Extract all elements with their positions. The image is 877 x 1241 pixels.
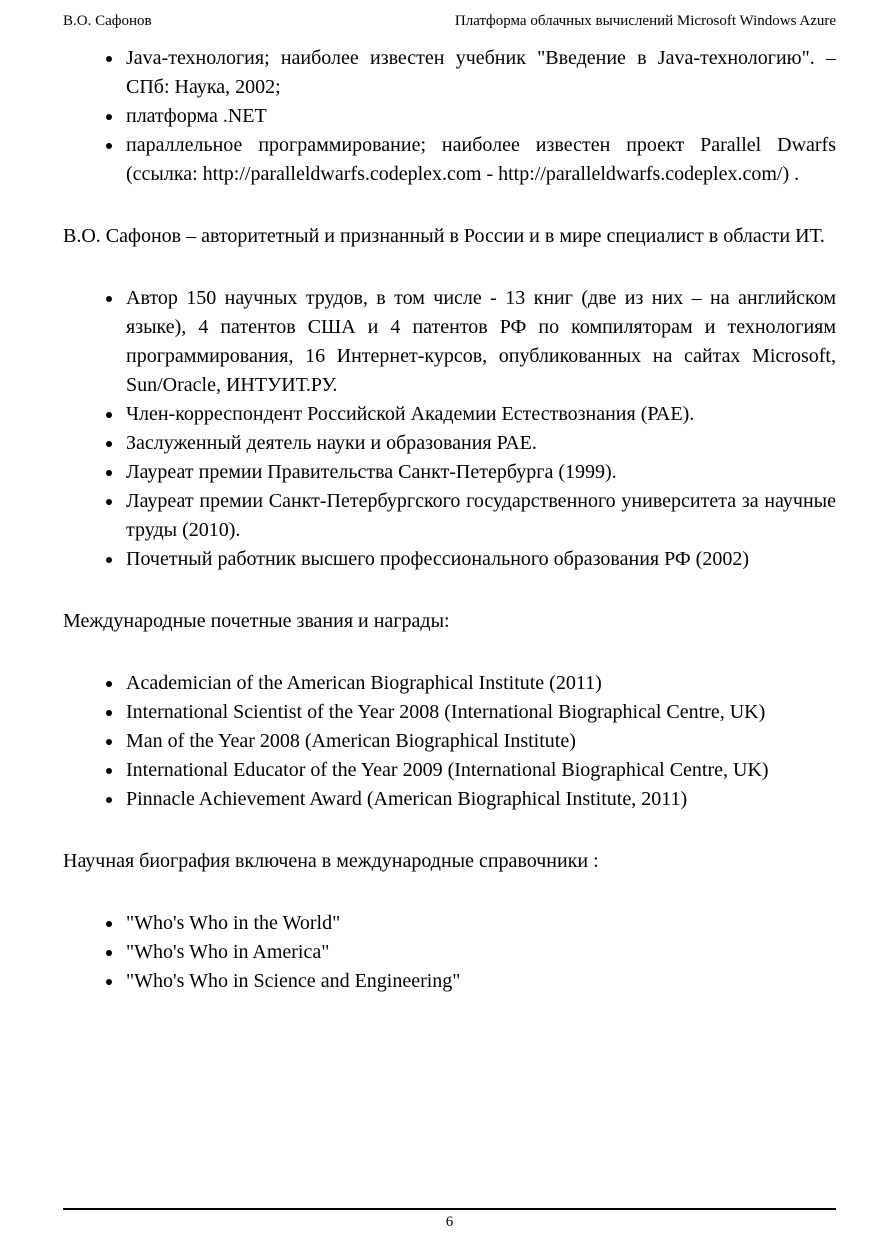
bullet-list-whoswho — [63, 909, 836, 996]
paragraph-whoswho-heading: Научная биография включена в международные справочники : — [63, 850, 599, 872]
list-item: • Java-технология; наиболее известен учебник "Введение в Java-технологию". – СПб: Наука, 2002; — [124, 44, 836, 102]
header-running-title: Платформа облачных вычислений Microsoft Windows Azure — [454, 13, 836, 29]
list-item: • International Educator of the Year 2009 (International Biographical Centre, UK) — [124, 756, 836, 785]
paragraph-awards-heading: Международные почетные звания и награды: — [63, 610, 450, 632]
list-item: • Почетный работник высшего профессионального образования РФ (2002) — [124, 545, 836, 574]
bullet-list-achievements — [63, 284, 836, 574]
list-item: • "Who's Who in Science and Engineering" — [124, 967, 836, 996]
list-item: • International Scientist of the Year 2008 (International Biographical Centre, UK) — [124, 698, 836, 727]
list-item: • платформа .NET — [124, 102, 836, 131]
list-item: • Лауреат премии Санкт-Петербургского государственного университета за научные труды (2010). — [124, 487, 836, 545]
list-item: • Заслуженный деятель науки и образования РАЕ. — [124, 429, 836, 458]
page-header — [63, 12, 836, 30]
footer-rule — [63, 1208, 836, 1210]
list-item: • "Who's Who in America" — [124, 938, 836, 967]
list-item: • Academician of the American Biographical Institute (2011) — [124, 669, 836, 698]
bullet-list-topics — [63, 44, 836, 189]
paragraph-intro: В.О. Сафонов – авторитетный и признанный в России и в мире специалист в области ИТ. — [63, 225, 825, 247]
bullet-list-awards — [63, 669, 836, 814]
page-number: 6 — [445, 1214, 454, 1230]
list-item: • Член-корреспондент Российской Академии Естествознания (РАЕ). — [124, 400, 836, 429]
list-item: • Лауреат премии Правительства Санкт-Петербурга (1999). — [124, 458, 836, 487]
list-item: • параллельное программирование; наиболее известен проект Parallel Dwarfs (ссылка: http://paralleldwarfs.codeplex.com - http://paralleldwarfs.codeplex.com/) . — [124, 131, 836, 189]
list-item: • Автор 150 научных трудов, в том числе - 13 книг (две из них – на английском языке), 4 патентов США и 4 патентов РФ по компиляторам и технологиям программирования, 16 Интернет-курсов, опубликованных на сайтах Microsoft, Sun/Oracle, ИНТУИТ.РУ. — [124, 284, 836, 400]
header-author: В.О. Сафонов — [63, 13, 152, 29]
list-item: • Man of the Year 2008 (American Biographical Institute) — [124, 727, 836, 756]
list-item: • "Who's Who in the World" — [124, 909, 836, 938]
list-item: • Pinnacle Achievement Award (American Biographical Institute, 2011) — [124, 785, 836, 814]
page-footer — [63, 1208, 836, 1231]
